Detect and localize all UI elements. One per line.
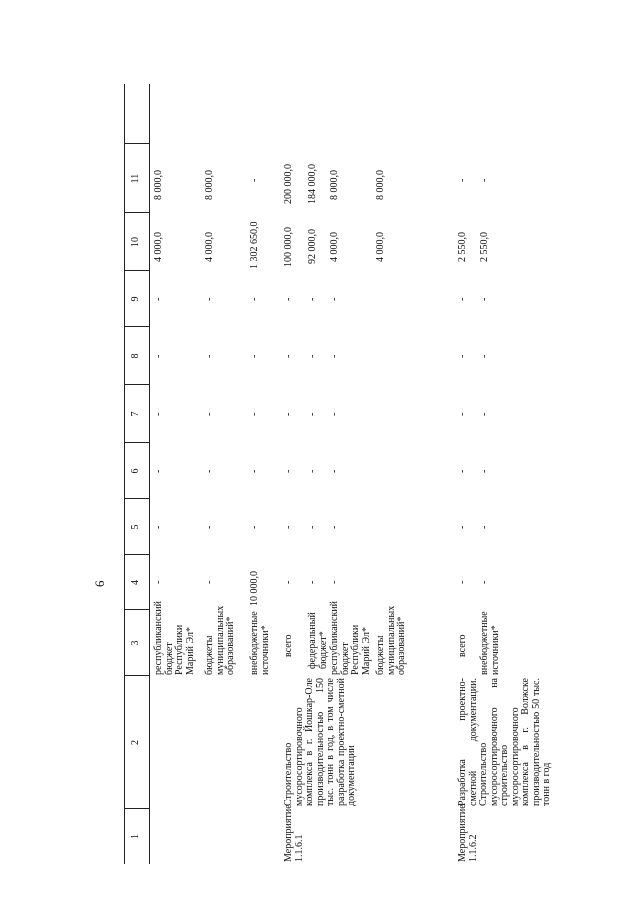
table-cell: 10 000,0 [249,571,260,606]
table-cell-source: республиканский бюджет Республики Марий Эл* [329,600,372,675]
table-cell: - [249,469,260,473]
table-cell: - [329,580,340,584]
table-cell: - [204,412,215,416]
table-cell: - [249,297,260,301]
table-cell: 4 000,0 [204,232,215,262]
table-cell: - [479,178,490,182]
table-cell: 4 000,0 [329,232,340,262]
table-cell: - [457,580,468,584]
table-cell: 100 000,0 [283,227,294,267]
table-cell: - [204,354,215,358]
table-cell: - [307,354,318,358]
rotated-table [124,84,624,864]
table-cell: 200 000,0 [283,164,294,204]
table-cell-source: внебюджетные источники* [479,611,501,675]
table-cell: - [329,354,340,358]
table-cell: 1 302 650,0 [249,221,260,269]
header-col-6: 6 [130,468,141,474]
table-cell: - [307,297,318,301]
table-cell: - [457,469,468,473]
table-top-border [124,84,125,864]
table-cell: - [153,580,164,584]
table-cell: 92 000,0 [307,229,318,264]
table-cell: - [457,297,468,301]
table-cell: - [307,580,318,584]
header-bottom-border [149,84,150,864]
table-cell: - [204,297,215,301]
table-cell: 2 550,0 [479,232,490,262]
table-cell: - [307,525,318,529]
table-cell: - [479,297,490,301]
table-cell: - [283,580,294,584]
table-cell: - [479,412,490,416]
header-col-9: 9 [130,296,141,302]
table-cell: - [457,412,468,416]
table-cell: - [153,469,164,473]
page-number: 6 [92,580,107,587]
table-cell: - [479,354,490,358]
table-cell: - [329,412,340,416]
table-cell: - [329,525,340,529]
table-cell: - [283,354,294,358]
table-cell: - [249,412,260,416]
table-cell-source: всего [283,634,294,657]
table-cell: 4 000,0 [153,232,164,262]
header-col-2: 2 [130,740,141,745]
table-cell: - [457,178,468,182]
table-cell: - [479,469,490,473]
table-cell: - [204,469,215,473]
table-cell-source: внебюджетные источники* [249,611,271,675]
measure-description: Разработка проектно- сметной документации. Строительство мусоросортировочного на строительство мусоросортировочного комплекса в г. Волжске производительностью 50 тыс. тонн в год [457,678,552,806]
table-cell-source: бюджеты муниципальных образований* [204,605,236,675]
table-cell: 2 550,0 [457,232,468,262]
table-cell: 8 000,0 [204,170,215,200]
header-col-7: 7 [130,411,141,417]
table-cell: - [329,297,340,301]
table-cell-source: федеральный бюджет* [307,612,329,669]
table-cell: 8 000,0 [375,170,386,200]
table-cell: - [307,412,318,416]
table-cell: 184 000,0 [307,164,318,204]
table-cell: - [457,354,468,358]
table-cell: 8 000,0 [329,170,340,200]
table-cell: - [479,580,490,584]
table-cell: - [204,525,215,529]
header-col-1: 1 [130,834,141,839]
table-cell: - [479,525,490,529]
table-cell: - [153,525,164,529]
table-cell: - [249,178,260,182]
table-cell: - [307,469,318,473]
table-cell-source: республиканский бюджет Республики Марий Эл* [153,600,196,675]
header-col-8: 8 [130,353,141,359]
table-cell: - [283,525,294,529]
table-cell: 4 000,0 [375,232,386,262]
table-cell-source: бюджеты муниципальных образований* [375,605,407,675]
header-col-10: 10 [130,237,141,247]
table-cell: - [457,525,468,529]
header-col-5: 5 [130,524,141,530]
measure-id: Мероприятие 1.1.6.2 [457,804,479,862]
table-cell: - [204,580,215,584]
table-cell: 8 000,0 [153,170,164,200]
header-col-11: 11 [130,173,141,184]
header-col-4: 4 [130,580,141,585]
header-col-3: 3 [130,640,141,646]
measure-description: Строительство мусоросортировочного комплекса в г. Йошкар-Оле производительностью 150 тыс. тонн в год, в том числе разработка проектно-сметной документации [283,678,357,806]
table-cell: - [283,297,294,301]
table-cell-source: всего [457,634,468,657]
table-cell: - [329,469,340,473]
measure-id: Мероприятие 1.1.6.1 [283,804,305,862]
table-cell: - [153,297,164,301]
table-cell: - [283,412,294,416]
table-cell: - [249,354,260,358]
table-cell: - [249,525,260,529]
table-cell: - [283,469,294,473]
table-cell: - [153,412,164,416]
table-cell: - [153,354,164,358]
